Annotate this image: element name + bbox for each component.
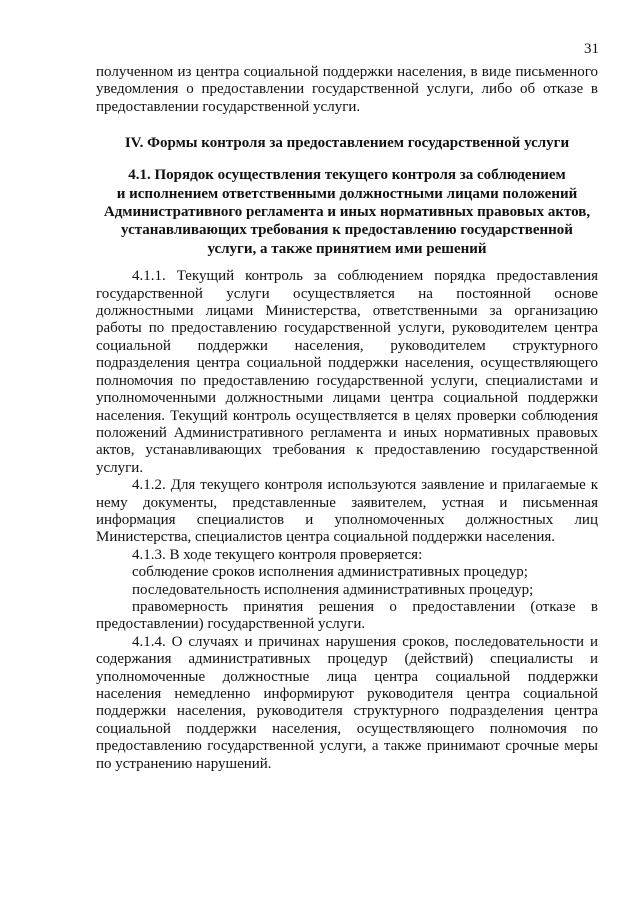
- list-item-deadlines: соблюдение сроков исполнения административных процедур;: [132, 564, 528, 581]
- subsection-title-line: и исполнением ответственными должностными лицами положений: [116, 185, 578, 202]
- list-item-sequence: последовательность исполнения административных процедур;: [132, 581, 534, 598]
- subsection-title-line: услуги, а также принятием ими решений: [207, 240, 487, 257]
- paragraph-4-1-2: 4.1.2. Для текущего контроля используются заявление и прилагаемые к нему документы, представленные заявителем, устная и письменная информация специалистов и уполномоченных должностных лиц Министерства, специалистов центра социальной поддержки населения.: [96, 477, 598, 546]
- subsection-title-line: устанавливающих требования к предоставлению государственной: [121, 222, 573, 239]
- page-number: 31: [584, 41, 599, 57]
- document-body: [96, 64, 598, 773]
- paragraph-4-1-1: 4.1.1. Текущий контроль за соблюдением порядка предоставления государственной услуги осуществляется на постоянной основе должностными лицами Министерства, ответственными за организацию работы по предоставлению государственной услуги, руководителем центра социальной поддержки населения, руководителем структурного подразделения центра социальной поддержки населения, осуществляющего полномочия по предоставлению государственной услуги, специалистами и уполномоченными должностными лицами центра социальной поддержки населения. Текущий контроль осуществляется в целях проверки соблюдения положений Административного регламента и иных нормативных правовых актов, устанавливающих требования к предоставлению государственной услуги.: [96, 268, 598, 476]
- subsection-title-line: Административного регламента и иных нормативных правовых актов,: [103, 204, 591, 221]
- paragraph-4-1-3: 4.1.3. В ходе текущего контроля проверяется:: [132, 546, 423, 563]
- paragraph-4-1-4: 4.1.4. О случаях и причинах нарушения сроков, последовательности и содержания административных процедур (действий) специалисты и уполномоченные должностные лица центра социальной поддержки населения немедленно информируют руководителя центра социальной поддержки населения, руководителя структурного подразделения центра социальной поддержки населения, осуществляющего полномочия по предоставлению государственной услуги, а также принимают срочные меры по устранению нарушений.: [96, 633, 598, 772]
- list-item-legality: правомерность принятия решения о предоставлении (отказе в предоставлении) государственной услуги.: [96, 598, 598, 633]
- subsection-title-line: 4.1. Порядок осуществления текущего контроля за соблюдением: [128, 167, 566, 184]
- intro-paragraph: полученном из центра социальной поддержки населения, в виде письменного уведомления о предоставлении государственной услуги, либо об отказе в предоставлении государственной услуги.: [96, 64, 598, 115]
- subsection-title: [96, 166, 598, 258]
- section-title: IV. Формы контроля за предоставлением государственной услуги: [124, 135, 570, 152]
